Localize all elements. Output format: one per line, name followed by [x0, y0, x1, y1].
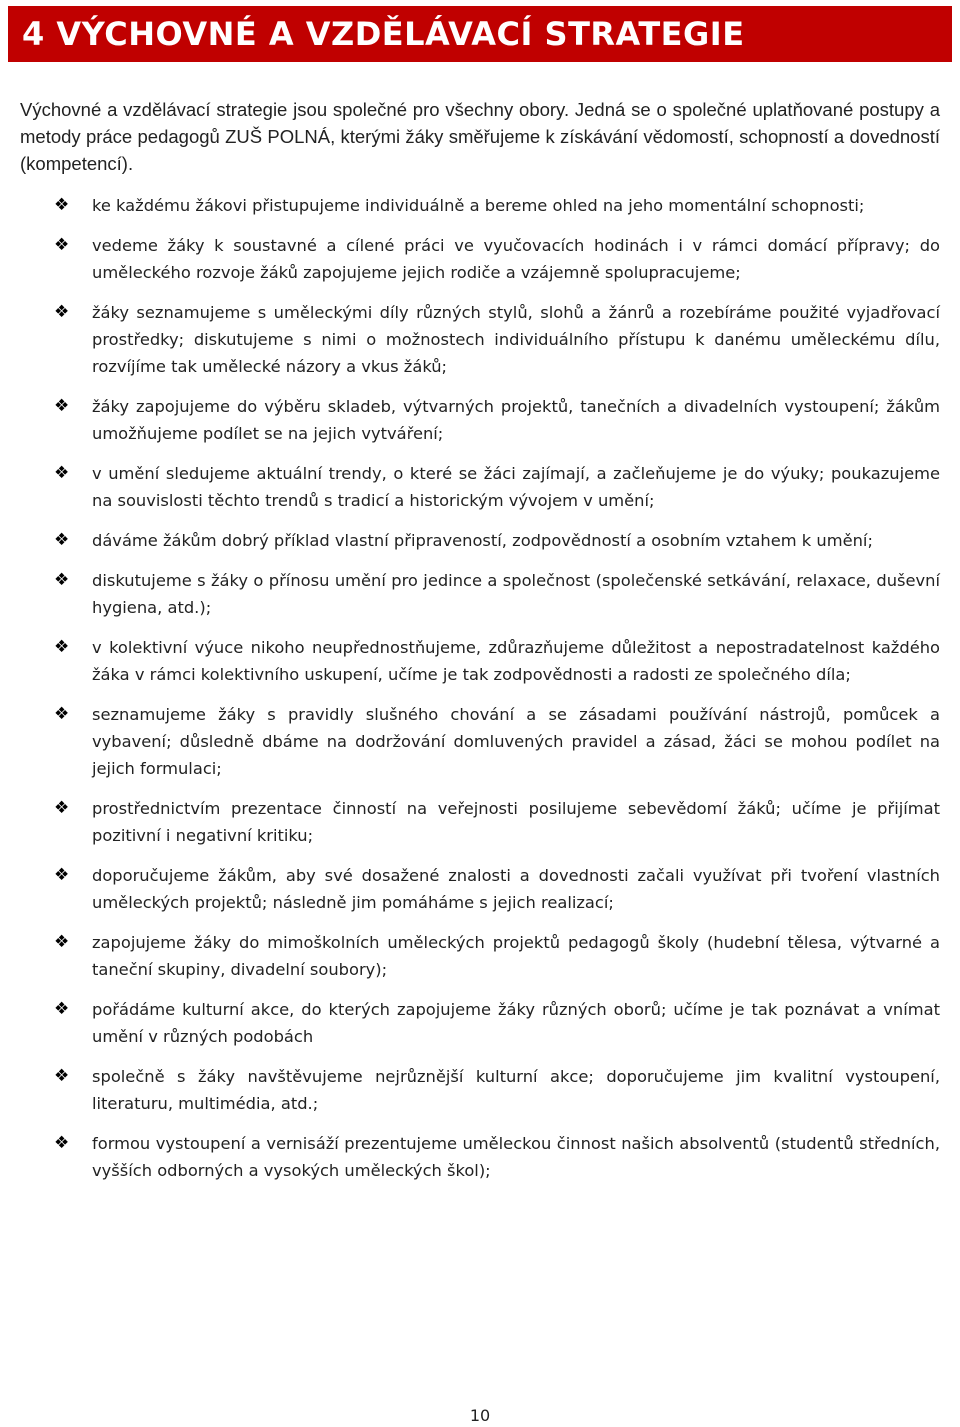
strategy-item: [20, 929, 940, 983]
section-heading-bar: [8, 6, 952, 62]
strategy-text: ke každému žákovi přistupujeme individuálně a bereme ohled na jeho momentální schopnosti;: [92, 196, 865, 215]
four-diamond-star-icon: ❖: [54, 463, 70, 483]
four-diamond-star-icon: ❖: [54, 1133, 70, 1153]
strategy-text: v kolektivní výuce nikoho neupřednostňujeme, zdůrazňujeme důležitost a nepostradatelnost každého žáka v rámci kolektivního uskupení, učíme je tak zodpovědnosti a radosti ze společného díla;: [92, 638, 940, 684]
strategy-text: pořádáme kulturní akce, do kterých zapojujeme žáky různých oborů; učíme je tak poznávat a vnímat umění v různých podobách: [92, 1000, 940, 1046]
strategy-text: formou vystoupení a vernisáží prezentujeme uměleckou činnost našich absolventů (studentů středních, vyšších odborných a vysokých uměleckých škol);: [92, 1134, 940, 1180]
strategy-text: vedeme žáky k soustavné a cílené práci ve vyučovacích hodinách i v rámci domácí přípravy; do uměleckého rozvoje žáků zapojujeme jejich rodiče a vzájemně spolupracujeme;: [92, 236, 940, 282]
strategy-item: [20, 299, 940, 380]
strategy-text: zapojujeme žáky do mimoškolních uměleckých projektů pedagogů školy (hudební tělesa, výtvarné a taneční skupiny, divadelní soubory);: [92, 933, 940, 979]
strategy-item: [20, 232, 940, 286]
strategy-text: žáky seznamujeme s uměleckými díly různých stylů, slohů a žánrů a rozebíráme použité vyjadřovací prostředky; diskutujeme s nimi o možnostech individuálního přístupu k danému uměleckému dílu, rozvíjíme tak umělecké názory a vkus žáků;: [92, 303, 940, 376]
strategy-item: [20, 1130, 940, 1184]
four-diamond-star-icon: ❖: [54, 932, 70, 952]
intro-paragraph: Výchovné a vzdělávací strategie jsou společné pro všechny obory. Jedná se o společné uplatňované postupy a metody práce pedagogů ZUŠ POLNÁ, kterými žáky směřujeme k získávání vědomostí, schopností a dovedností (kompetencí).: [20, 99, 940, 174]
four-diamond-star-icon: ❖: [54, 530, 70, 550]
four-diamond-star-icon: ❖: [54, 637, 70, 657]
four-diamond-star-icon: ❖: [54, 302, 70, 322]
section-heading: 4 VÝCHOVNÉ A VZDĚLÁVACÍ STRATEGIE: [22, 15, 745, 53]
four-diamond-star-icon: ❖: [54, 396, 70, 416]
strategy-item: [20, 460, 940, 514]
strategy-text: doporučujeme žákům, aby své dosažené znalosti a dovednosti začali využívat při tvoření vlastních uměleckých projektů; následně jim pomáháme s jejich realizací;: [92, 866, 940, 912]
strategy-item: [20, 393, 940, 447]
strategy-text: žáky zapojujeme do výběru skladeb, výtvarných projektů, tanečních a divadelních vystoupení; žákům umožňujeme podílet se na jejich vytváření;: [92, 397, 940, 443]
strategy-item: [20, 996, 940, 1050]
strategy-item: [20, 701, 940, 782]
four-diamond-star-icon: ❖: [54, 570, 70, 590]
strategy-text: prostřednictvím prezentace činností na veřejnosti posilujeme sebevědomí žáků; učíme je přijímat pozitivní i negativní kritiku;: [92, 799, 940, 845]
strategy-item: [20, 567, 940, 621]
strategy-item: [20, 795, 940, 849]
strategy-text: dáváme žákům dobrý příklad vlastní připraveností, zodpovědností a osobním vztahem k umění;: [92, 531, 873, 550]
four-diamond-star-icon: ❖: [54, 704, 70, 724]
strategy-list: [20, 192, 940, 1197]
strategy-text: seznamujeme žáky s pravidly slušného chování a se zásadami používání nástrojů, pomůcek a vybavení; důsledně dbáme na dodržování domluvených pravidel a zásad, žáci se mohou podílet na jejich formulaci;: [92, 705, 940, 778]
strategy-item: [20, 1063, 940, 1117]
four-diamond-star-icon: ❖: [54, 798, 70, 818]
strategy-item: [20, 634, 940, 688]
page-number: 10: [469, 1406, 491, 1425]
strategy-item: [20, 192, 940, 219]
strategy-item: [20, 527, 940, 554]
four-diamond-star-icon: ❖: [54, 1066, 70, 1086]
four-diamond-star-icon: ❖: [54, 865, 70, 885]
strategy-text: společně s žáky navštěvujeme nejrůznější kulturní akce; doporučujeme jim kvalitní vystoupení, literaturu, multimédia, atd.;: [92, 1067, 940, 1113]
strategy-item: [20, 862, 940, 916]
strategy-text: v umění sledujeme aktuální trendy, o které se žáci zajímají, a začleňujeme je do výuky; poukazujeme na souvislosti těchto trendů s tradicí a historickým vývojem v umění;: [92, 464, 940, 510]
strategy-text: diskutujeme s žáky o přínosu umění pro jedince a společnost (společenské setkávání, relaxace, duševní hygiena, atd.);: [92, 571, 940, 617]
four-diamond-star-icon: ❖: [54, 999, 70, 1019]
four-diamond-star-icon: ❖: [54, 195, 70, 215]
four-diamond-star-icon: ❖: [54, 235, 70, 255]
